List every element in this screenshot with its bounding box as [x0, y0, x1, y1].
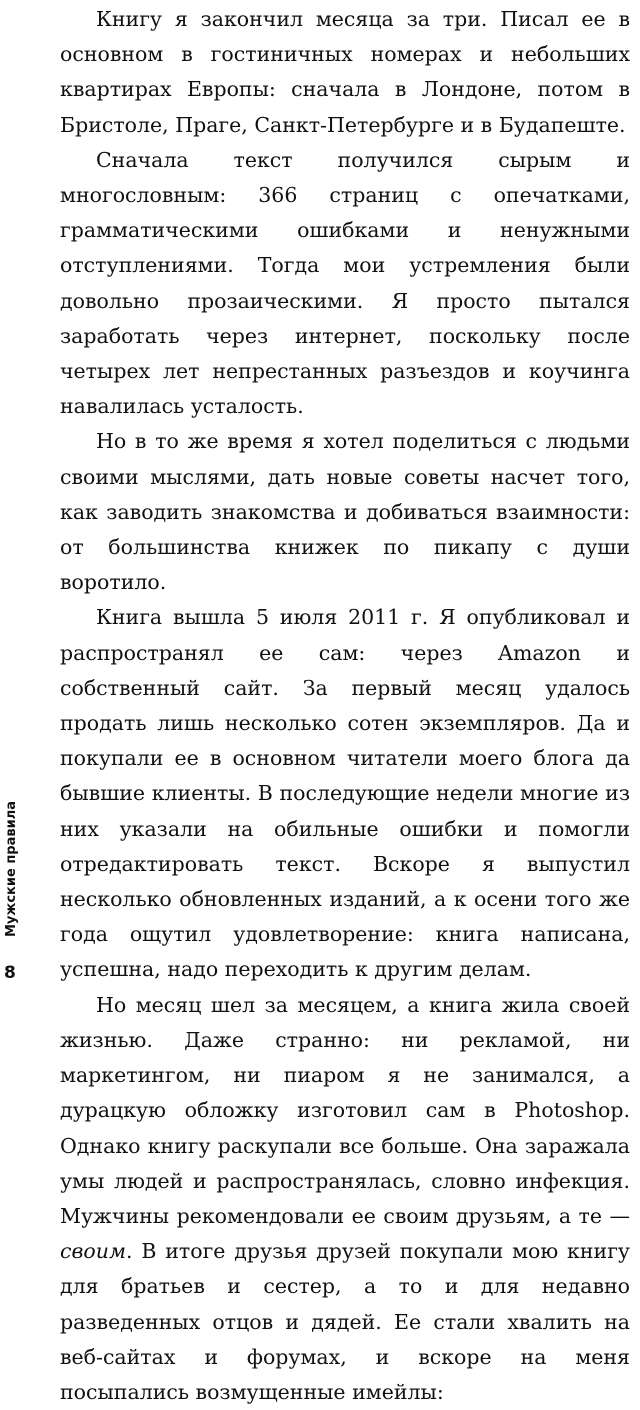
- page-number: 8: [4, 963, 16, 983]
- emphasis-word: своим: [60, 1239, 126, 1264]
- paragraph-5: [60, 988, 630, 1410]
- paragraph-5-tail: . В итоге друзья друзей покупали мою книгу для братьев и сестер, а то и для недавно разведенных отцов и дядей. Ее стали хвалить на веб-сайтах и форумах, и вскоре на меня посыпались возмущенные имейлы:: [60, 1239, 630, 1404]
- paragraph-1: Книгу я закончил месяца за три. Писал ее в основном в гостиничных номерах и небольших квартирах Европы: сначала в Лондоне, потом в Бристоле, Праге, Санкт-Петербурге и в Будапеште.: [60, 7, 630, 137]
- paragraph-4: Книга вышла 5 июля 2011 г. Я опубликовал и распространял ее сам: через Amazon и собственный сайт. За первый месяц удалось продать лишь несколько сотен экземпляров. Да и покупали ее в основном читатели моего блога да бывшие клиенты. В последующие недели многие из них указали на обильные ошибки и помогли отредактировать текст. Вскоре я выпустил несколько обновленных изданий, а к осени того же года ощутил удовлетворение: книга написана, успешна, надо переходить к другим делам.: [60, 605, 630, 982]
- body-text: [60, 2, 630, 1410]
- paragraph-2: Сначала текст получился сырым и многословным: 366 страниц с опечатками, грамматическими ошибками и ненужными отступлениями. Тогда мои устремления были довольно прозаическими. Я просто пытался заработать через интернет, поскольку после четырех лет непрестанных разъездов и коучинга навалилась усталость.: [60, 147, 630, 419]
- running-head: Мужские правила: [4, 800, 19, 937]
- paragraph-3: Но в то же время я хотел поделиться с людьми своими мыслями, дать новые советы насчет того, как заводить знакомства и добиваться взаимности: от большинства книжек по пикапу с души воротило.: [60, 429, 630, 595]
- paragraph-5-lead: Но месяц шел за месяцем, а книга жила своей жизнью. Даже странно: ни рекламой, ни маркетингом, ни пиаром я не занимался, а дурацкую обложку изготовил сам в Photoshop. Однако книгу раскупали все больше. Она заражала умы людей и распространялась, словно инфекция. Мужчины рекомендовали ее своим друзьям, а те —: [60, 992, 630, 1228]
